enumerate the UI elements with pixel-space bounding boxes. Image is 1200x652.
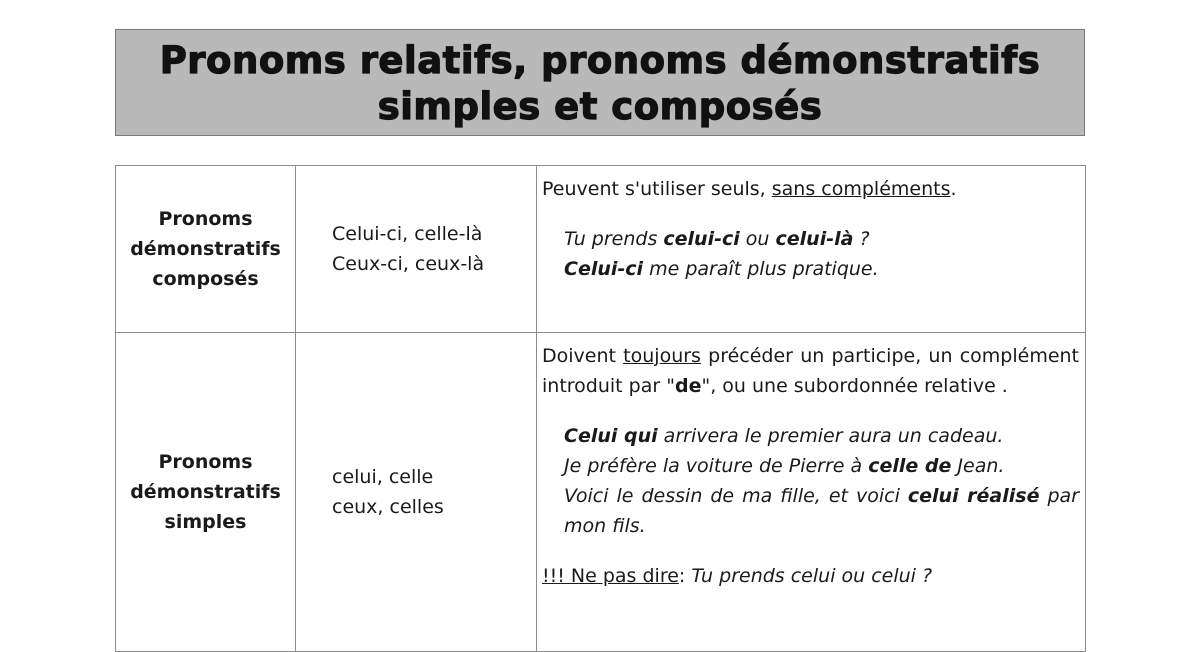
underlined-text: toujours xyxy=(623,345,701,367)
warning-label: !!! Ne pas dire xyxy=(542,565,679,587)
category-cell xyxy=(116,166,296,333)
form-line: celui, celle xyxy=(332,466,434,488)
forms-cell xyxy=(296,333,537,652)
category-line: démonstratifs xyxy=(130,238,281,260)
usage-rule: Doivent toujours précéder un participe, un complément introduit par "de", ou une subordonnée relative . xyxy=(542,345,1080,397)
category-line: composés xyxy=(152,268,259,290)
example-sentence: Voici le dessin de ma fille, et voici celui réalisé par mon fils. xyxy=(564,485,1080,537)
category-line: Pronoms xyxy=(158,208,253,230)
example-sentence: Je préfère la voiture de Pierre à celle de Jean. xyxy=(564,455,1005,477)
title-line-1: Pronoms relatifs, pronoms démonstratifs xyxy=(159,39,1041,82)
title-line-2: simples et composés xyxy=(377,85,823,128)
warning-note: !!! Ne pas dire: Tu prends celui ou celui ? xyxy=(542,565,933,587)
pronoun-table xyxy=(115,165,1086,652)
usage-cell xyxy=(537,166,1086,333)
example-sentence: Celui qui arrivera le premier aura un cadeau. xyxy=(564,425,1004,447)
table-row xyxy=(116,333,1086,652)
title-banner xyxy=(115,29,1085,136)
category-line: simples xyxy=(164,511,247,533)
category-line: démonstratifs xyxy=(130,481,281,503)
usage-cell xyxy=(537,333,1086,652)
usage-rule: Peuvent s'utiliser seuls, sans compléments. xyxy=(542,178,957,200)
form-line: Ceux-ci, ceux-là xyxy=(332,253,485,275)
example-sentence: Celui-ci me paraît plus pratique. xyxy=(564,258,879,280)
forms-cell xyxy=(296,166,537,333)
warning-example: Tu prends celui ou celui ? xyxy=(691,565,933,587)
category-cell xyxy=(116,333,296,652)
table-row xyxy=(116,166,1086,333)
underlined-text: sans compléments xyxy=(771,178,951,200)
form-line: Celui-ci, celle-là xyxy=(332,223,483,245)
form-line: ceux, celles xyxy=(332,496,444,518)
category-line: Pronoms xyxy=(158,451,253,473)
example-sentence: Tu prends celui-ci ou celui-là ? xyxy=(564,228,870,250)
